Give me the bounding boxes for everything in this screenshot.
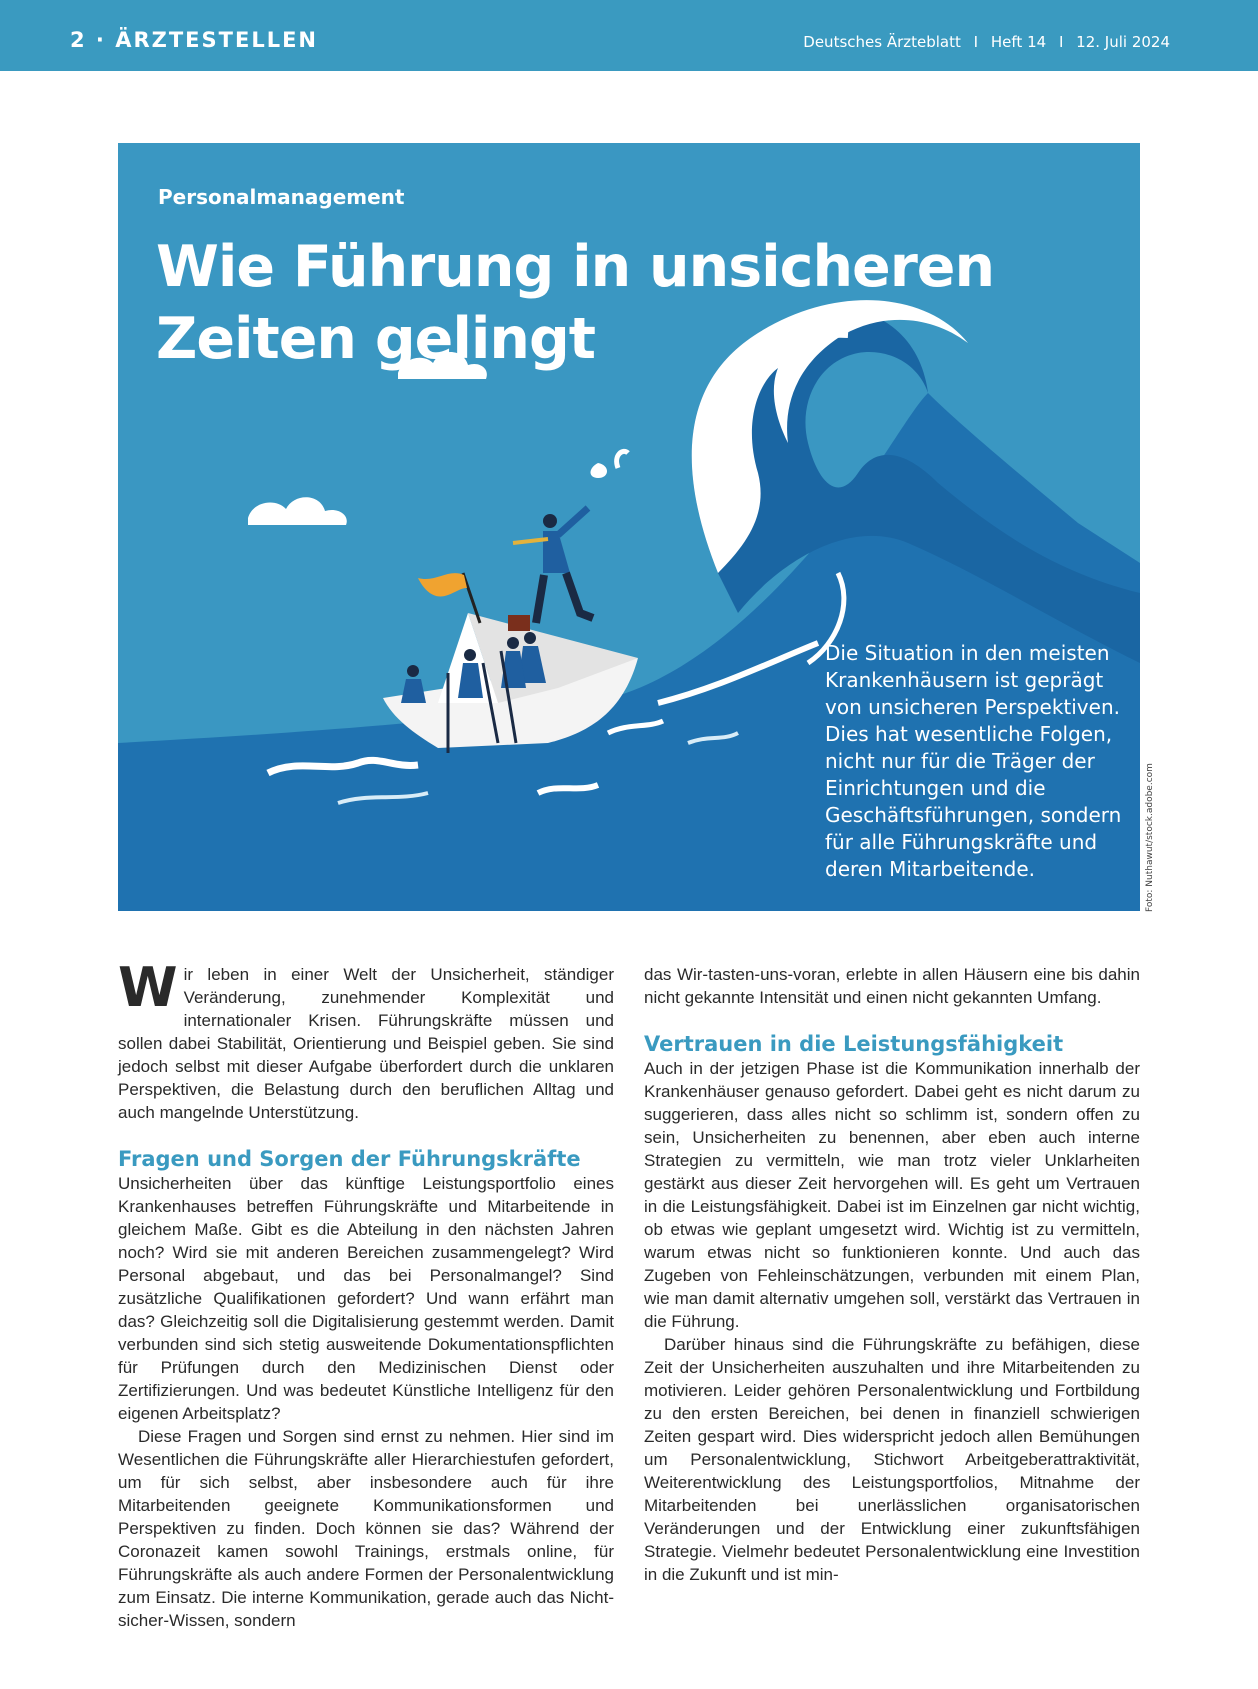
- body-paragraph: Diese Fragen und Sorgen sind ernst zu nehmen. Hier sind im Wesentlichen die Führungskräfte aller Hierarchiestufen gefordert, um für sich selbst, aber insbesondere auch für ihre Mitarbeitenden geeignete Kommunikationsformen und Perspektiven zu finden. Doch können sie das? Während der Coronazeit kamen sowohl Trainings, erstmals online, für Führungskräfte als auch andere Formen der Personalentwicklung zum Einsatz. Die interne Kommunikation, gerade auch das Nicht-sicher-Wissen, sondern: [118, 1427, 614, 1630]
- photo-credit: Foto: Nuthawut/stock.adobe.com: [1145, 763, 1155, 912]
- subheading-questions: Fragen und Sorgen der Führungskräfte: [118, 1147, 581, 1171]
- separator: I: [973, 33, 979, 51]
- body-paragraph: das Wir-tasten-uns-voran, erlebte in allen Häusern eine bis dahin nicht gekannte Intensität und einen nicht gekannten Umfang.: [644, 965, 1140, 1007]
- article-kicker: Personalmanagement: [158, 185, 405, 209]
- section-label: 2 · ÄRZTESTELLEN: [70, 28, 319, 52]
- page-header: [0, 0, 1258, 71]
- separator: I: [1058, 33, 1064, 51]
- article-headline: Wie Führung in unsicheren Zeiten gelingt: [156, 234, 995, 372]
- drop-cap: W: [118, 956, 178, 1019]
- intro-text: ir leben in einer Welt der Unsicherheit, ständiger Veränderung, zunehmender Komplexität und internationaler Krisen. Führungskräfte müssen und sollen dabei Stabilität, Orientierung und Beispiel geben. Sie sind jedoch selbst mit dieser Aufgabe überfordert durch die unklaren Perspektiven, die Belastung durch den beruflichen Alltag und auch mangelnde Unterstützung.: [118, 965, 614, 1122]
- intro-paragraph: [118, 956, 614, 1124]
- hero-illustration: [118, 143, 1140, 911]
- body-paragraph: Unsicherheiten über das künftige Leistungsportfolio eines Krankenhauses betreffen Führungskräfte und Mitarbeitende in gleichem Maße. Gibt es die Abteilung in den nächsten Jahren noch? Wird sie mit anderen Bereichen zusammengelegt? Wird Personal abgebaut, und das bei Personalmangel? Sind zusätzliche Qualifikationen gefordert? Und wann erfährt man das? Gleichzeitig soll die Digitalisierung gestemmt werden. Damit verbunden sind sich stetig ausweitende Dokumentationspflichten für Prüfungen durch den Medizinischen Dienst oder Zertifizierungen. Und was bedeutet Künstliche Intelligenz für den eigenen Arbeitsplatz?: [118, 1174, 614, 1423]
- issue-number: Heft 14: [990, 33, 1047, 51]
- journal-name: Deutsches Ärzteblatt: [803, 33, 961, 51]
- body-paragraph: Auch in der jetzigen Phase ist die Kommunikation innerhalb der Krankenhäuser genauso gefordert. Dabei geht es nicht darum zu suggerieren, dass alles nicht so schlimm ist, sondern offen zu sein, Unsicherheiten zu benennen, aber eben auch interne Strategien zu vermitteln, wie man trotz vieler Unklarheiten gestärkt aus dieser Zeit hervorgehen will. Es geht um Vertrauen in die Leistungsfähigkeit. Dabei ist im Einzelnen gar nicht wichtig, ob etwas wie geplant umgesetzt wird. Wichtig ist zu vermitteln, warum etwas nicht so funktionieren konnte. Und auch das Zugeben von Fehleinschätzungen, verbunden mit einem Plan, wie man damit alternativ umgehen soll, verstärkt das Vertrauen in die Führung.: [644, 1059, 1140, 1331]
- article-teaser: Die Situation in den meisten Krankenhäusern ist geprägt von unsicheren Perspektiven. Dies hat wesentliche Folgen, nicht nur für die Träger der Einrichtungen und die Geschäftsführungen, sondern für alle Führungskräfte und deren Mitarbeitende.: [825, 641, 1122, 881]
- article-column-right: [644, 963, 1140, 1586]
- article-column-left: [118, 956, 614, 1632]
- subheading-trust: Vertrauen in die Leistungsfähigkeit: [644, 1032, 1064, 1056]
- issue-date: 12. Juli 2024: [1076, 33, 1170, 51]
- issue-meta: [803, 33, 1170, 51]
- body-paragraph: Darüber hinaus sind die Führungskräfte zu befähigen, diese Zeit der Unsicherheiten auszuhalten und ihre Mitarbeitenden zu motivieren. Leider gehören Personalentwicklung und Fortbildung zu den ersten Bereichen, bei denen in finanziell schwierigen Zeiten gespart wird. Dies widerspricht jedoch allen Bemühungen um Personalentwicklung, Stichwort Arbeitgeberattraktivität, Weiterentwicklung des Leistungsportfolios, Mitnahme der Mitarbeitenden bei unerlässlichen organisatorischen Veränderungen und der Entwicklung einer zukunftsfähigen Strategie. Vielmehr bedeutet Personalentwicklung eine Investition in die Zukunft und ist min-: [644, 1335, 1140, 1584]
